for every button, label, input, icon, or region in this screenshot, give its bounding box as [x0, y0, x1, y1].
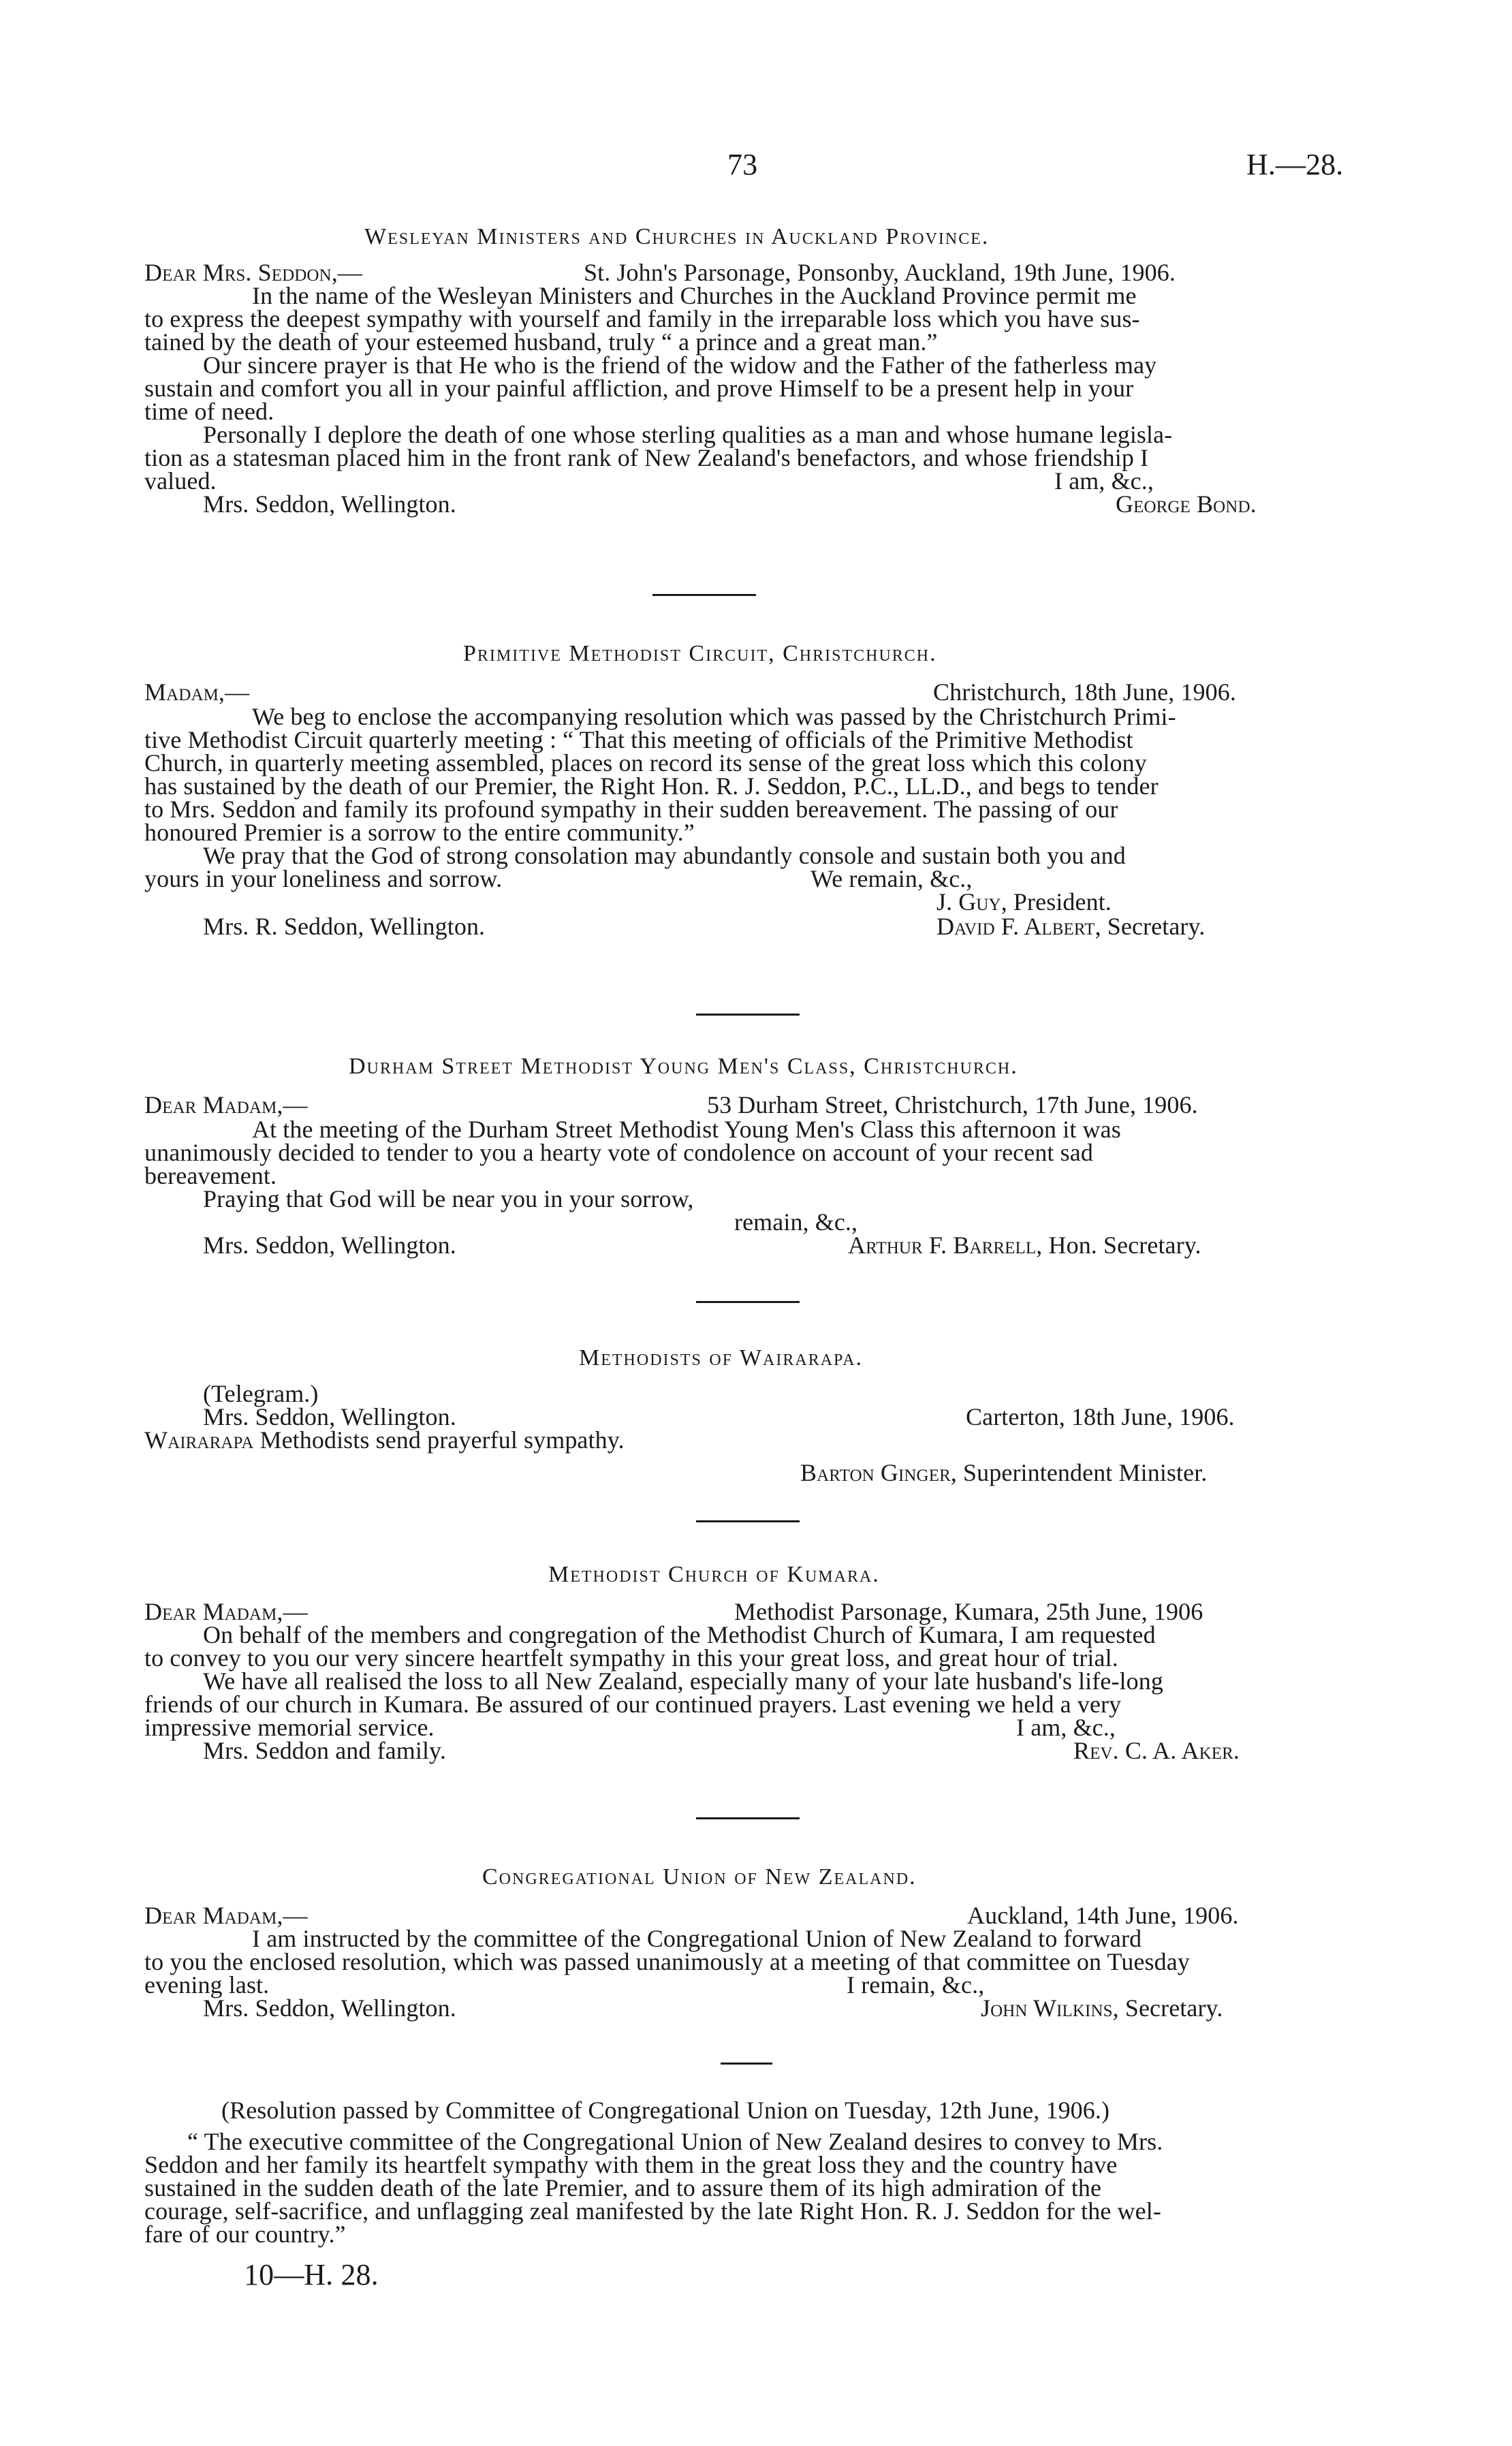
short-divider — [721, 2063, 772, 2065]
signatory-name: J. Guy — [936, 888, 1001, 915]
closing: remain, &c., — [734, 1208, 858, 1236]
closing: I am, &c., — [1054, 467, 1154, 495]
document-reference: H.—28. — [1246, 148, 1344, 181]
salutation: Dear Madam,— — [144, 1091, 308, 1118]
recipient: Mrs. Seddon, Wellington. — [203, 1232, 456, 1259]
resolution-heading: (Resolution passed by Committee of Congregational Union on Tuesday, 12th June, 1906.) — [221, 2097, 1110, 2124]
body-line: In the name of the Wesleyan Ministers and Churches in the Auckland Province permit me — [252, 282, 1137, 309]
telegram-note: (Telegram.) — [203, 1380, 319, 1407]
body-line: tion as a statesman placed him in the front rank of New Zealand's benefactors, and whose friendship I — [144, 444, 1149, 471]
salutation: Dear Mrs. Seddon,— — [144, 259, 362, 286]
signatory — [981, 1994, 1223, 2022]
recipient: Mrs. Seddon, Wellington. — [203, 1994, 456, 2022]
body-line: tive Methodist Circuit quarterly meeting : “ That this meeting of officials of the Primitive Methodist — [144, 726, 1133, 753]
body-line: We pray that the God of strong consolation may abundantly console and sustain both you and — [203, 842, 1126, 869]
body-line: bereavement. — [144, 1162, 277, 1189]
body-line: honoured Premier is a sorrow to the entire community.” — [144, 819, 695, 846]
body-line: to express the deepest sympathy with yourself and family in the irreparable loss which you have sus- — [144, 305, 1140, 332]
signatory — [800, 1459, 1207, 1486]
body-line: time of need. — [144, 398, 274, 425]
signatory-role: , Secretary. — [1094, 913, 1206, 940]
resolution-line: Seddon and her family its heartfelt sympathy with them in the great loss they and the country have — [144, 2151, 1118, 2178]
body-line: evening last. — [144, 1971, 270, 1998]
body-line: We have all realised the loss to all New Zealand, especially many of your late husband's life-long — [203, 1667, 1163, 1695]
section-divider — [696, 1301, 800, 1303]
body-line: At the meeting of the Durham Street Methodist Young Men's Class this afternoon it was — [252, 1116, 1121, 1143]
body-line: friends of our church in Kumara. Be assured of our continued prayers. Last evening we held a very — [144, 1691, 1122, 1718]
salutation: Madam,— — [144, 678, 250, 706]
salutation: Dear Madam,— — [144, 1902, 308, 1929]
message-rest: Methodists send prayerful sympathy. — [253, 1426, 625, 1454]
signatory-name: David F. Albert — [936, 913, 1095, 940]
signature-mark: 10—H. 28. — [244, 2258, 379, 2291]
signatory: George Bond. — [1116, 490, 1257, 518]
signatory: Rev. C. A. Aker. — [1073, 1737, 1240, 1764]
body-line: to convey to you our very sincere heartfelt sympathy in this your great loss, and great hour of trial. — [144, 1644, 1118, 1672]
recipient: Mrs. Seddon, Wellington. — [203, 490, 456, 518]
body-line: Personally I deplore the death of one whose sterling qualities as a man and whose humane legisla- — [203, 421, 1173, 448]
body-line: Praying that God will be near you in your sorrow, — [203, 1185, 694, 1212]
message-lead: Wairarapa — [144, 1426, 254, 1454]
address-date: Christchurch, 18th June, 1906. — [933, 678, 1236, 706]
section-heading: Methodist Church of Kumara. — [548, 1562, 880, 1587]
salutation: Dear Madam,— — [144, 1598, 308, 1625]
signatory — [936, 888, 1112, 915]
body-line: sustain and comfort you all in your painful affliction, and prove Himself to be a present help in your — [144, 375, 1134, 402]
body-line: Our sincere prayer is that He who is the friend of the widow and the Father of the fatherless may — [203, 351, 1157, 379]
section-heading: Primitive Methodist Circuit, Christchurch. — [463, 641, 937, 666]
signatory-role: , Hon. Secretary. — [1036, 1232, 1201, 1259]
section-heading: Congregational Union of New Zealand. — [482, 1864, 917, 1890]
closing: I am, &c., — [1016, 1714, 1116, 1741]
section-divider — [696, 1520, 800, 1522]
section-heading: Durham Street Methodist Young Men's Class, Christchurch. — [349, 1054, 1018, 1079]
signatory-role: , President. — [1001, 888, 1112, 915]
section-heading: Wesleyan Ministers and Churches in Auckland Province. — [364, 224, 990, 249]
section-divider — [696, 1817, 800, 1819]
section-divider — [652, 594, 756, 596]
address-date: Carterton, 18th June, 1906. — [966, 1403, 1235, 1430]
signatory-role: , Secretary. — [1112, 1994, 1223, 2022]
body-line: unanimously decided to tender to you a hearty vote of condolence on account of your recent sad — [144, 1139, 1093, 1166]
body-line: On behalf of the members and congregation of the Methodist Church of Kumara, I am requested — [203, 1621, 1156, 1648]
signatory-name: Arthur F. Barrell — [848, 1232, 1037, 1259]
body-line: has sustained by the death of our Premier, the Right Hon. R. J. Seddon, P.C., LL.D., and begs to tender — [144, 772, 1159, 800]
body-line: impressive memorial service. — [144, 1714, 435, 1741]
signatory — [848, 1232, 1201, 1259]
section-divider — [696, 1014, 800, 1016]
resolution-line: “ The executive committee of the Congregational Union of New Zealand desires to convey to Mrs. — [187, 2128, 1163, 2155]
body-line: We beg to enclose the accompanying resolution which was passed by the Christchurch Primi- — [252, 703, 1176, 730]
signatory — [936, 913, 1205, 940]
address-date: Auckland, 14th June, 1906. — [967, 1902, 1239, 1929]
signatory-name: Barton Ginger — [800, 1459, 951, 1486]
body-line: to you the enclosed resolution, which was passed unanimously at a meeting of that committee on Tuesday — [144, 1948, 1190, 1975]
signatory-role: , Superintendent Minister. — [950, 1459, 1208, 1486]
address-date: Methodist Parsonage, Kumara, 25th June, 1906 — [734, 1598, 1203, 1625]
recipient: Mrs. Seddon and family. — [203, 1737, 446, 1764]
address-date: St. John's Parsonage, Ponsonby, Auckland, 19th June, 1906. — [584, 259, 1176, 286]
telegram-message — [144, 1426, 625, 1454]
recipient: Mrs. R. Seddon, Wellington. — [203, 913, 486, 940]
address-date: 53 Durham Street, Christchurch, 17th June, 1906. — [707, 1091, 1198, 1118]
closing: I remain, &c., — [847, 1971, 985, 1998]
page-number: 73 — [727, 148, 758, 181]
resolution-line: sustained in the sudden death of the late Premier, and to assure them of its high admiration of the — [144, 2174, 1102, 2201]
recipient: Mrs. Seddon, Wellington. — [203, 1403, 456, 1430]
signatory-name: John Wilkins — [981, 1994, 1113, 2022]
body-line: valued. — [144, 467, 217, 495]
body-line: Church, in quarterly meeting assembled, places on record its sense of the great loss which this colony — [144, 749, 1147, 777]
body-line: yours in your loneliness and sorrow. — [144, 865, 503, 892]
section-heading: Methodists of Wairarapa. — [579, 1345, 864, 1370]
closing: We remain, &c., — [810, 865, 973, 892]
body-line: I am instructed by the committee of the Congregational Union of New Zealand to forward — [252, 1925, 1142, 1952]
body-line: tained by the death of your esteemed husband, truly “ a prince and a great man.” — [144, 328, 938, 356]
resolution-line: fare of our country.” — [144, 2221, 346, 2248]
body-line: to Mrs. Seddon and family its profound sympathy in their sudden bereavement. The passing of our — [144, 796, 1118, 823]
resolution-line: courage, self-sacrifice, and unflagging zeal manifested by the late Right Hon. R. J. Seddon for the wel- — [144, 2197, 1161, 2225]
